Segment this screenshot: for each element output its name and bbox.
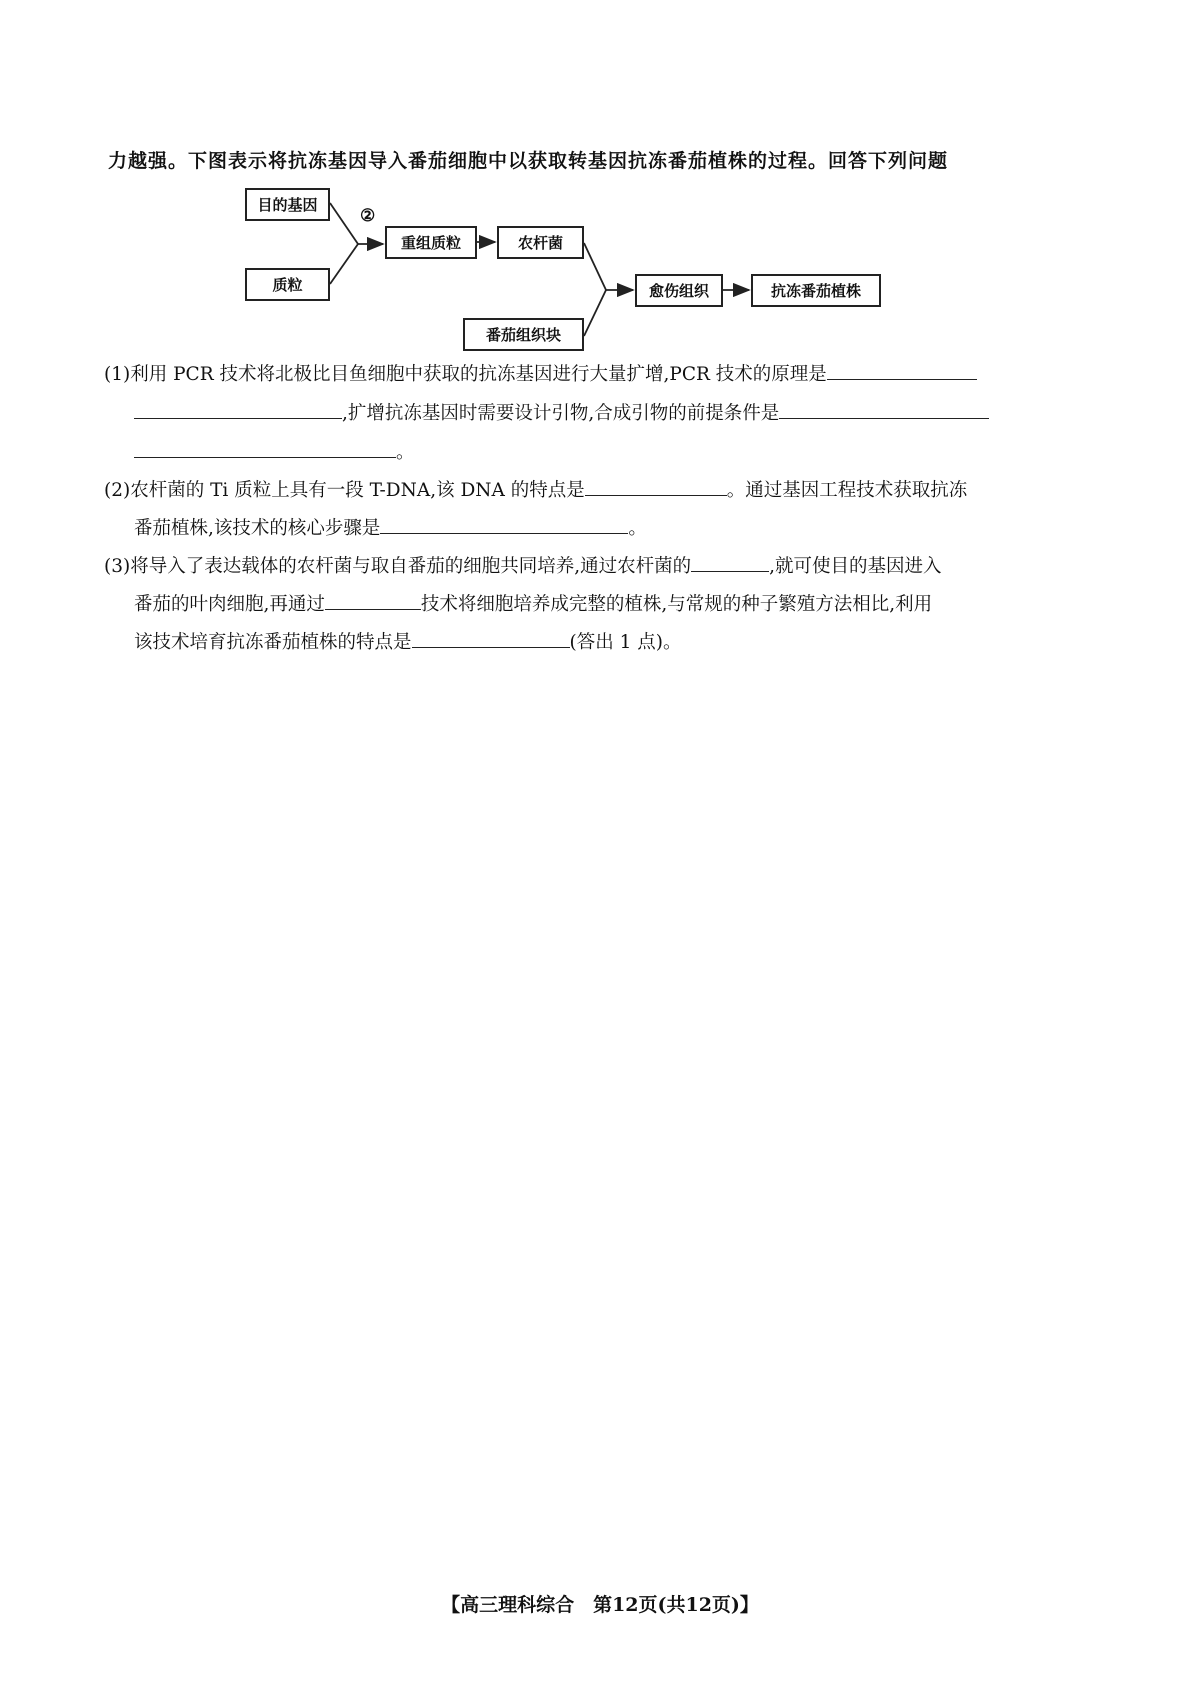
- box-plasmid: 质粒: [245, 268, 330, 301]
- q1-blank-2-cont[interactable]: [134, 435, 396, 458]
- q2-line1-b: 。通过基因工程技术获取抗冻: [726, 480, 968, 501]
- q3-line1: [104, 548, 941, 585]
- q2-line2-a: 番茄植株,该技术的核心步骤是: [134, 518, 381, 539]
- q2-blank-2[interactable]: [380, 511, 628, 534]
- q1-blank-1-cont[interactable]: [134, 396, 342, 419]
- box-agrobacterium: 农杆菌: [497, 226, 584, 259]
- box-callus: 愈伤组织: [635, 274, 723, 307]
- q3-blank-2[interactable]: [325, 587, 421, 610]
- q2-line2: [134, 510, 647, 547]
- q2-line1-a: (2)农杆菌的 Ti 质粒上具有一段 T-DNA,该 DNA 的特点是: [104, 480, 585, 501]
- q1-line1: [104, 356, 977, 393]
- q3-line2-a: 番茄的叶肉细胞,再通过: [134, 594, 325, 615]
- q1-line3: [134, 434, 415, 471]
- q3-line3: [134, 624, 681, 661]
- q1-line3-end: 。: [396, 442, 415, 463]
- q3-line3-a: 该技术培育抗冻番茄植株的特点是: [134, 632, 412, 653]
- q1-blank-1[interactable]: [827, 357, 977, 380]
- q3-line3-b: (答出 1 点)。: [569, 632, 682, 653]
- page-footer: 【高三理科综合 第12页(共12页)】: [441, 1594, 759, 1616]
- box-recombinant-plasmid: 重组质粒: [385, 226, 477, 259]
- q2-line2-end: 。: [628, 518, 647, 539]
- q3-line1-b: ,就可使目的基因进入: [769, 556, 942, 577]
- process-diagram-connectors: [0, 0, 1200, 360]
- q1-line2-text: ,扩增抗冻基因时需要设计引物,合成引物的前提条件是: [342, 403, 780, 424]
- box-target-gene: 目的基因: [245, 188, 330, 221]
- q2-line1: [104, 472, 967, 509]
- q1-line1-text: (1)利用 PCR 技术将北极比目鱼细胞中获取的抗冻基因进行大量扩增,PCR 技术的原理是: [104, 364, 827, 385]
- q3-blank-3[interactable]: [412, 625, 570, 648]
- q2-blank-1[interactable]: [585, 473, 727, 496]
- q3-line2-b: 技术将细胞培养成完整的植株,与常规的种子繁殖方法相比,利用: [420, 594, 933, 615]
- box-tomato-tissue: 番茄组织块: [463, 318, 584, 351]
- q3-blank-1[interactable]: [691, 549, 769, 572]
- box-antifreeze-tomato: 抗冻番茄植株: [751, 274, 881, 307]
- intro-text: 力越强。下图表示将抗冻基因导入番茄细胞中以获取转基因抗冻番茄植株的过程。回答下列问题: [108, 150, 949, 172]
- q3-line1-a: (3)将导入了表达载体的农杆菌与取自番茄的细胞共同培养,通过农杆菌的: [104, 556, 692, 577]
- step-marker: ②: [360, 206, 376, 226]
- q1-blank-2[interactable]: [779, 396, 989, 419]
- q3-line2: [134, 586, 932, 623]
- q1-line2: [134, 395, 989, 432]
